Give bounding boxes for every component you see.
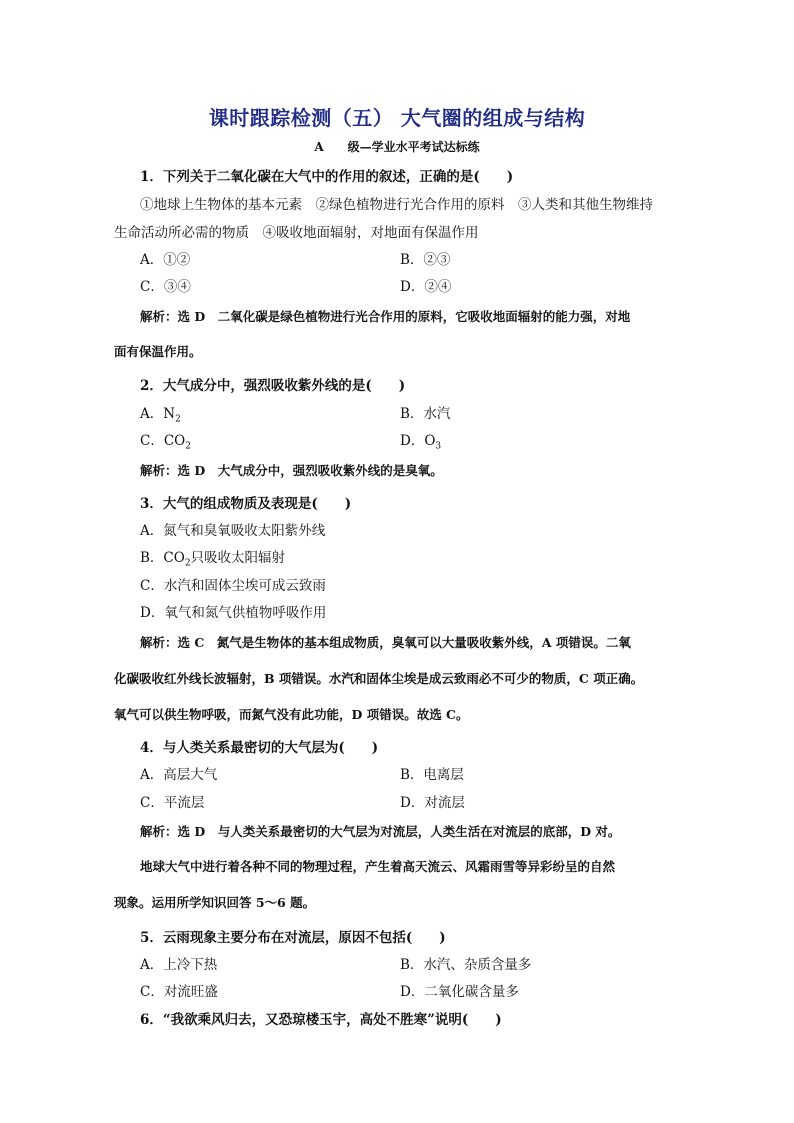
question-1-analysis-line1: 解析：选 D 二氧化碳是绿色植物进行光合作用的原料，它吸收地面辐射的能力强，对地: [140, 309, 631, 324]
question-4-option-b: B．电离层: [400, 767, 464, 783]
question-6-stem: 6．“我欲乘风归去，又恐琼楼玉宇，高处不胜寒”说明( ): [140, 1012, 502, 1028]
question-4-analysis: 解析：选 D 与人类关系最密切的大气层为对流层，人类生活在对流层的底部，D 对。: [140, 824, 621, 839]
question-1-items-line2: 生命活动所必需的物质 ④吸收地面辐射，对地面有保温作用: [114, 225, 479, 241]
question-3-analysis-line3: 氧气可以供生物呼吸，而氮气没有此功能，D 项错误。故选 C。: [114, 707, 469, 722]
question-3-option-b: B．$CO_2$只吸收太阳辐射: [140, 550, 286, 569]
question-4-option-d: D．对流层: [400, 795, 465, 811]
question-2-option-c: C．$CO_2$: [140, 433, 191, 452]
question-3-stem: 3．大气的组成物质及表现是( ): [140, 496, 352, 512]
question-4-option-a: A．高层大气: [140, 767, 218, 783]
question-5-option-b: B．水汽、杂质含量多: [400, 957, 532, 973]
question-5-option-a: A．上冷下热: [140, 957, 218, 973]
question-3-option-c: C．水汽和固体尘埃可成云致雨: [140, 578, 326, 594]
question-1-option-b: B．②③: [400, 252, 451, 268]
question-5-option-c: C．对流旺盛: [140, 984, 218, 1000]
page-title: 课时跟踪检测（五） 大气圈的组成与结构: [208, 106, 586, 130]
question-4-stem: 4．与人类关系最密切的大气层为( ): [140, 740, 379, 756]
question-1-items-line1: ①地球上生物体的基本元素 ②绿色植物进行光合作用的原料 ③人类和其他生物维持: [140, 197, 653, 213]
question-4-option-c: C．平流层: [140, 795, 205, 811]
intro-line1: 地球大气中进行着各种不同的物理过程，产生着高天流云、风霜雨雪等异彩纷呈的自然: [140, 859, 616, 874]
intro-line2: 现象。运用所学知识回答 5～6 题。: [114, 895, 316, 910]
question-3-analysis-line2: 化碳吸收红外线长波辐射，B 项错误。水汽和固体尘埃是成云致雨必不可少的物质，C 项正确。: [114, 671, 644, 686]
question-2-option-b: B．水汽: [400, 406, 451, 422]
question-3-option-a: A．氮气和臭氧吸收太阳紫外线: [140, 523, 326, 539]
question-1-analysis-line2: 面有保温作用。: [114, 344, 202, 359]
question-1-option-d: D．②④: [400, 279, 452, 295]
question-3-analysis-line1: 解析：选 C 氮气是生物体的基本组成物质，臭氧可以大量吸收紫外线，A 项错误。二氧: [140, 635, 631, 650]
question-1-option-c: C．③④: [140, 279, 191, 295]
question-3-option-d: D．氧气和氮气供植物呼吸作用: [140, 605, 327, 621]
question-1-stem: 1．下列关于二氧化碳在大气中的作用的叙述，正确的是( ): [140, 169, 514, 185]
question-5-stem: 5．云雨现象主要分布在对流层，原因不包括( ): [140, 930, 446, 946]
section-subtitle: A 级—学业水平考试达标练: [314, 140, 480, 154]
question-5-option-d: D．二氧化碳含量多: [400, 984, 519, 1000]
question-2-option-a: A．$N_2$: [140, 406, 181, 425]
question-2-option-d: D．$O_3$: [400, 433, 442, 452]
question-1-option-a: A．①②: [140, 252, 191, 268]
question-2-stem: 2．大气成分中，强烈吸收紫外线的是( ): [140, 378, 406, 394]
question-2-analysis: 解析：选 D 大气成分中，强烈吸收紫外线的是臭氧。: [140, 463, 443, 478]
